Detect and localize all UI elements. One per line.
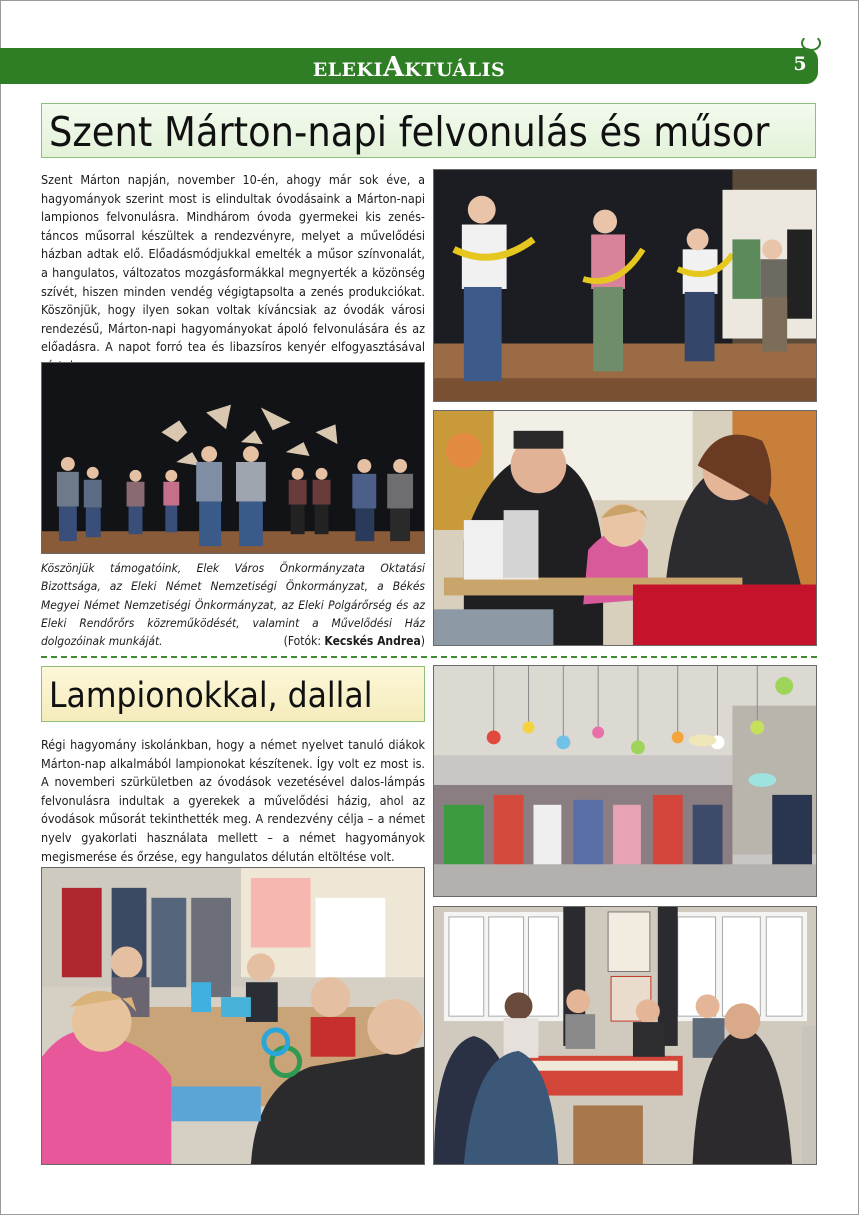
photo-crafting-table bbox=[433, 410, 817, 646]
article-1-caption: Köszönjük támogatóink, Elek Város Önkormányzata Oktatási Bizottsága, az Eleki Német Nemzetiségi Önkormányzat, a Békés Megyei Német Nemzetiségi Önkormányzat, az Eleki Polgárőrség és az Eleki Rendőrőrs közreműködését, valamint a Művelődési Ház dolgozóinak munkáját. bbox=[41, 561, 425, 649]
page-number: 5 bbox=[793, 53, 807, 75]
photo-lantern-group bbox=[433, 665, 817, 897]
article-1-title: Szent Márton-napi felvonulás és műsor bbox=[41, 103, 816, 158]
photo-stage-children bbox=[41, 362, 425, 554]
photo-stage-dance bbox=[433, 169, 817, 402]
photo-classroom-windows bbox=[433, 906, 817, 1165]
title-big-letter: A bbox=[382, 52, 405, 83]
article-1-body: Szent Márton napján, november 10-én, ahogy már sok éve, a hagyományok szerint most is elindultak óvodásaink a Márton-napi lampionos felvonulásra. Mindhárom óvoda gyermekei kis zenés-táncos műsorral készültek a rendezvényre, melyet a művelődési házban adtak elő. Előadásmódjukkal emelték a műsor színvonalát, a hangulatos, változatos mozgásformákkal megnyerték a közönség szívét, hiszen minden vendég végigtapsolta a zenés produkciókat. Köszönjük, hogy ilyen sokan voltak kíváncsiak az óvodák városi rendezésű, Márton-napi hagyományokat ápoló felvonulására és az előadásra. A napot forró tea és libazsíros kenyér elfogyasztásával bbox=[41, 172, 425, 355]
credit-suffix: ) bbox=[420, 634, 425, 648]
photo-classroom-crafts bbox=[41, 867, 425, 1165]
title-suffix: KTUÁLIS bbox=[404, 59, 506, 81]
section-divider bbox=[41, 656, 817, 658]
credit-name: Kecskés Andrea bbox=[324, 634, 421, 648]
photo-credit bbox=[41, 632, 425, 650]
publication-title bbox=[0, 48, 818, 84]
article-2-title: Lampionokkal, dallal bbox=[41, 666, 425, 722]
title-prefix: ELEKI bbox=[312, 59, 383, 81]
credit-prefix: (Fotók: bbox=[283, 634, 325, 648]
article-2-body: Régi hagyomány iskolánkban, hogy a német nyelvet tanuló diákok Márton-nap alkalmából lampionokat készítenek. Így volt ez most is. A novemberi szürkületben az óvodások vezetésével dalos-lámpás felvonulásra indultak a gyerekek a művelődési házig, ahol az óvodások műsorát tekinthették meg. A rendezvény célja – a német nyelv gyakorlati használata mellett – a német hagyományok megismerése és őrzése, egy hangulatos délután eltöltése volt. bbox=[41, 737, 425, 864]
